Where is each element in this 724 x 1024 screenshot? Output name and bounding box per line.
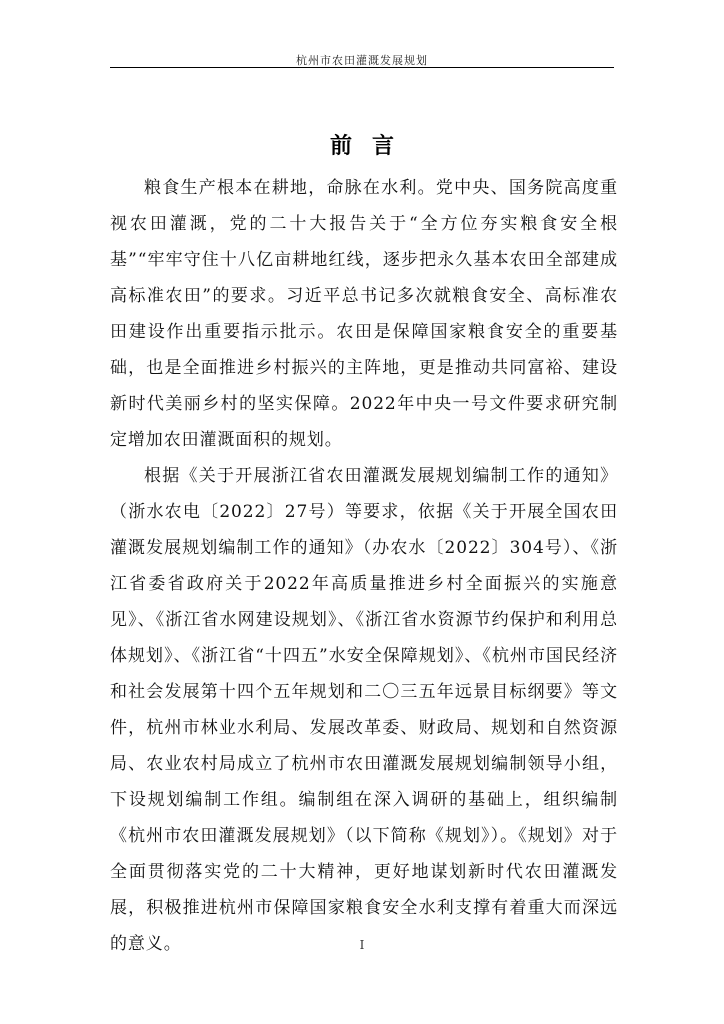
page-number: I	[359, 938, 365, 952]
running-header: 杭州市农田灌溉发展规划	[296, 54, 428, 67]
body-text	[110, 170, 618, 962]
paragraph-2: 根据《关于开展浙江省农田灌溉发展规划编制工作的通知》（浙水农电〔2022〕27号）等要求，依据《关于开展全国农田灌溉发展规划编制工作的通知》（办农水〔2022〕304号）、《浙江省委省政府关于2022年高质量推进乡村全面振兴的实施意见》、《浙江省水网建设规划》、《浙江省水资源节约保护和利用总体规划》、《浙江省“十四五”水安全保障规划》、《杭州市国民经济和社会发展第十四个五年规划和二〇三五年远景目标纲要》等文件，杭州市林业水利局、发展改革委、财政局、规划和自然资源局、农业农村局成立了杭州市农田灌溉发展规划编制领导小组，下设规划编制工作组。编制组在深入调研的基础上，组织编制《杭州市农田灌溉发展规划》（以下简称《规划》）。《规划》对于全面贯彻落实党的二十大精神，更好地谋划新时代农田灌溉发展，积极推进杭州市保障国家粮食安全水利支撑有着重大而深远的意义。	[110, 466, 618, 954]
header-divider	[110, 67, 614, 68]
paragraph-1: 粮食生产根本在耕地，命脉在水利。党中央、国务院高度重视农田灌溉，党的二十大报告关于“全方位夯实粮食安全根基”“牢牢守住十八亿亩耕地红线，逐步把永久基本农田全部建成高标准农田”的要求。习近平总书记多次就粮食安全、高标准农田建设作出重要指示批示。农田是保障国家粮食安全的重要基础，也是全面推进乡村振兴的主阵地，更是推动共同富裕、建设新时代美丽乡村的坚实保障。2022年中央一号文件要求研究制定增加农田灌溉面积的规划。	[110, 178, 618, 450]
page-title: 前言	[329, 132, 414, 159]
